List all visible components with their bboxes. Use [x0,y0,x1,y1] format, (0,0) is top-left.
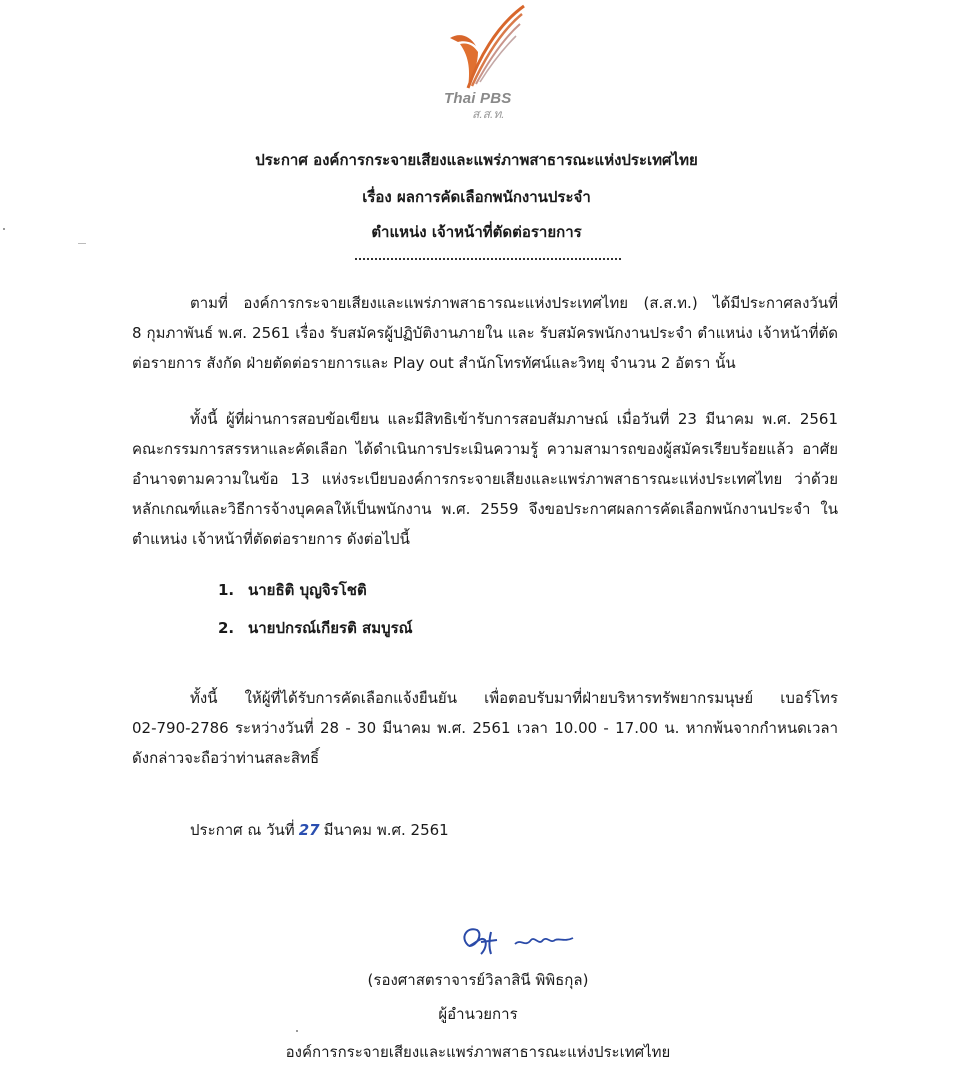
bird-icon [438,2,528,97]
signer-organization: องค์การกระจายเสียงและแพร่ภาพสาธารณะแห่งประเทศไทย [285,1043,671,1061]
text-line: ทั้งนี้ ให้ผู้ที่ได้รับการคัดเลือกแจ้งยืนยัน เพื่อตอบรับมาที่ฝ่ายบริหารทรัพยากรมนุษย์ เบอร์โทร [190,689,838,707]
scan-speck [3,228,5,230]
scan-speck [78,243,86,244]
text-line: ดังกล่าวจะถือว่าท่านสละสิทธิ์ [132,749,320,767]
selected-candidates-list [218,571,413,647]
dotted-divider [355,258,621,260]
text-line: หลักเกณฑ์และวิธีการจ้างบุคคลให้เป็นพนักงาน พ.ศ. 2559 จึงขอประกาศผลการคัดเลือกพนักงานประจำ ใน [132,500,838,518]
announcement-subject: เรื่อง ผลการคัดเลือกพนักงานประจำ [362,188,591,206]
text-line: ตำแหน่ง เจ้าหน้าที่ตัดต่อรายการ ดังต่อไปนี้ [132,530,410,548]
date-day: 27 [298,821,320,839]
text-line: ต่อรายการ สังกัด ฝ่ายตัดต่อรายการและ Play out สำนักโทรทัศน์และวิทยุ จำนวน 2 อัตรา นั้น [132,354,736,372]
announcement-title: ประกาศ องค์การกระจายเสียงและแพร่ภาพสาธารณะแห่งประเทศไทย [255,151,698,169]
candidate-name: นายธิติ บุญจิรโชติ [248,581,367,599]
date-suffix: มีนาคม พ.ศ. 2561 [323,821,449,839]
text-line: 02-790-2786 ระหว่างวันที่ 28 - 30 มีนาคม พ.ศ. 2561 เวลา 10.00 - 17.00 น. หากพ้นจากกำหนดเวลา [132,719,838,737]
list-item [218,571,413,609]
logo-subtitle: ส.ส.ท. [472,107,505,121]
date-prefix: ประกาศ ณ วันที่ [190,821,295,839]
list-number: 2. [218,619,235,637]
thai-pbs-logo [438,2,528,122]
scan-speck [296,1030,298,1032]
list-number: 1. [218,581,235,599]
signer-title: ผู้อำนวยการ [438,1005,518,1023]
paragraph-confirmation [132,683,838,773]
text-line: อำนาจตามความในข้อ 13 แห่งระเบียบองค์การกระจายเสียงและแพร่ภาพสาธารณะแห่งประเทศไทย ว่าด้วย [132,470,838,488]
paragraph-result [132,404,838,554]
signer-name: (รองศาสตราจารย์วิลาสินี พิพิธกุล) [367,971,589,989]
candidate-name: นายปกรณ์เกียรติ สมบูรณ์ [248,619,413,637]
text-line: ทั้งนี้ ผู้ที่ผ่านการสอบข้อเขียน และมีสิทธิเข้ารับการสอบสัมภาษณ์ เมื่อวันที่ 23 มีนาคม พ.ศ. 2561 [190,410,838,428]
list-item [218,609,413,647]
text-line: 8 กุมภาพันธ์ พ.ศ. 2561 เรื่อง รับสมัครผู้ปฏิบัติงานภายใน และ รับสมัครพนักงานประจำ ตำแหน่ง เจ้าหน้าที่ตัด [132,324,838,342]
text-line: ตามที่ องค์การกระจายเสียงและแพร่ภาพสาธารณะแห่งประเทศไทย (ส.ส.ท.) ได้มีประกาศลงวันที่ [190,294,838,312]
logo-name: Thai PBS [444,90,512,107]
announcement-date [190,818,449,842]
signature [455,920,595,960]
announcement-position: ตำแหน่ง เจ้าหน้าที่ตัดต่อรายการ [371,223,582,241]
text-line: คณะกรรมการสรรหาและคัดเลือก ได้ดำเนินการประเมินความรู้ ความสามารถของผู้สมัครเรียบร้อยแล้ว อาศัย [132,440,838,458]
paragraph-intro [132,288,838,378]
